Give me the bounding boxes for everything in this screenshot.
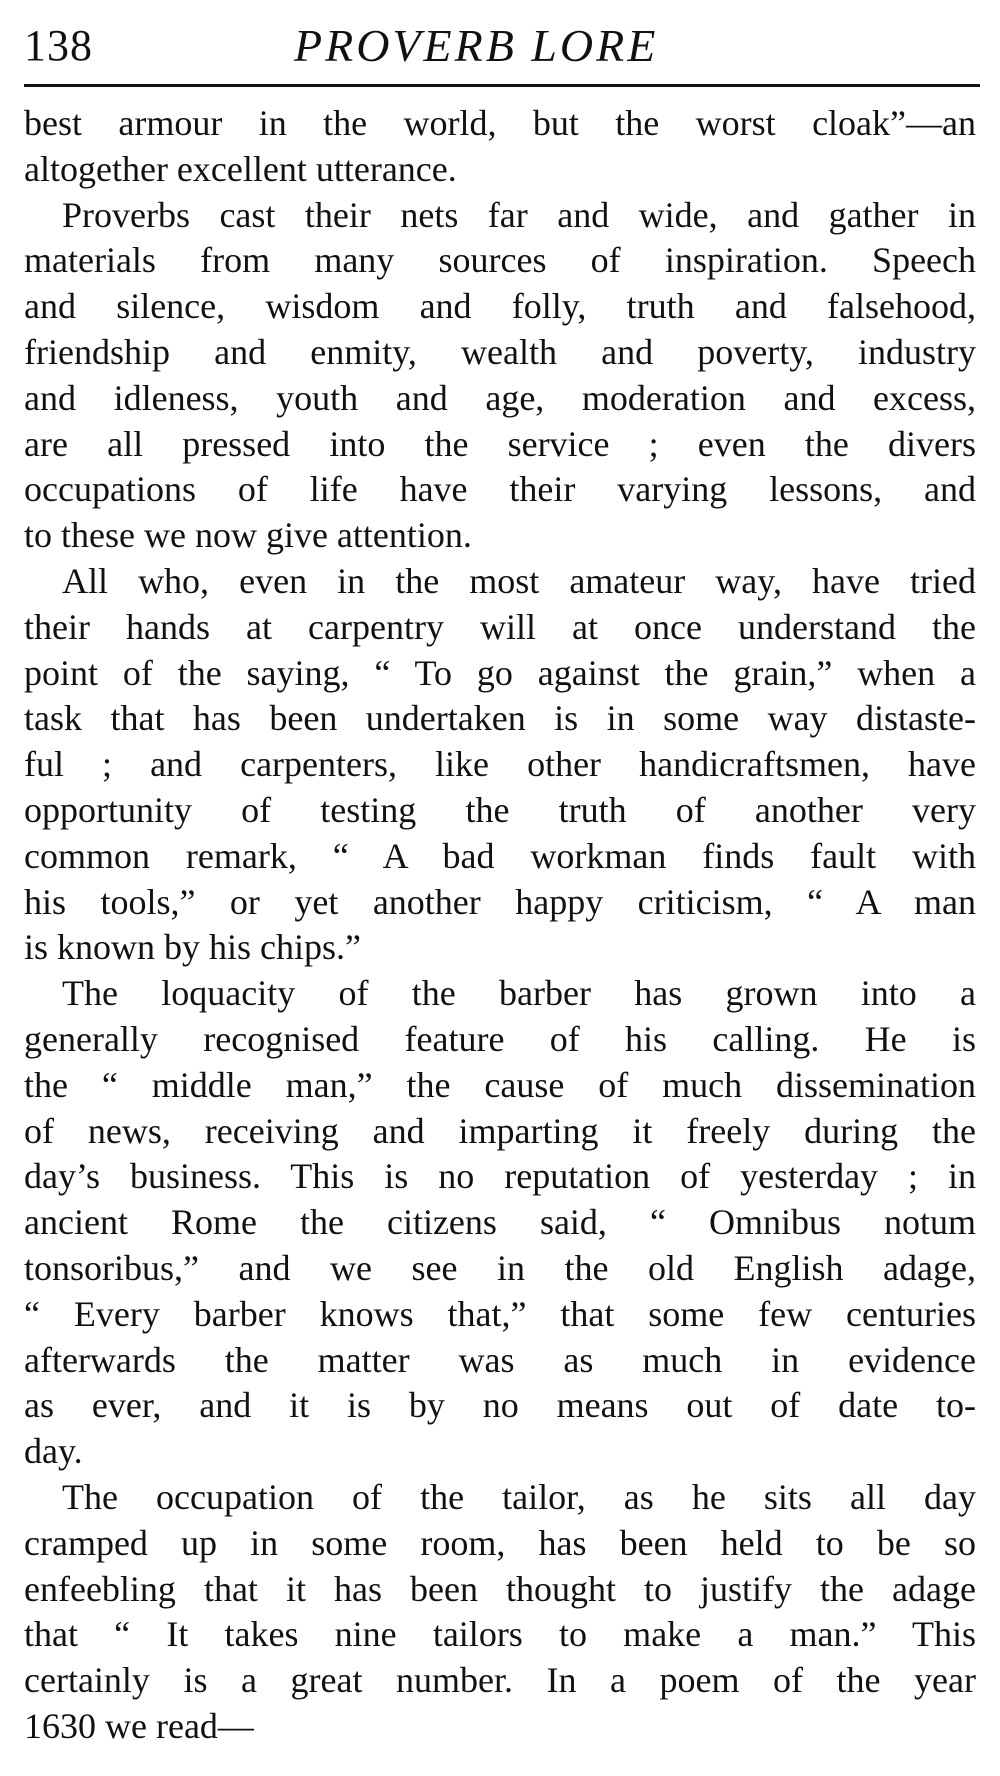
text-line: day’s business. This is no reputation of yesterday ; in bbox=[24, 1156, 976, 1197]
running-title: PROVERB LORE bbox=[294, 20, 659, 71]
text-line: ancient Rome the citizens said, “ Omnibus notum bbox=[24, 1202, 976, 1243]
text-line: and silence, wisdom and folly, truth and falsehood, bbox=[24, 286, 976, 327]
text-line: All who, even in the most amateur way, have tried bbox=[62, 560, 976, 601]
text-line: occupations of life have their varying lessons, and bbox=[24, 469, 976, 510]
text-line: are all pressed into the service ; even the divers bbox=[24, 423, 976, 464]
header-rule bbox=[24, 84, 980, 87]
text-line: and idleness, youth and age, moderation and excess, bbox=[24, 377, 976, 418]
running-head bbox=[24, 14, 980, 78]
text-line: task that has been undertaken is in some way distaste- bbox=[24, 698, 976, 739]
body-text bbox=[24, 100, 976, 1749]
text-line: friendship and enmity, wealth and poverty, industry bbox=[24, 331, 976, 372]
text-line: enfeebling that it has been thought to justify the adage bbox=[24, 1568, 976, 1609]
text-line: materials from many sources of inspiration. Speech bbox=[24, 240, 976, 281]
text-line: his tools,” or yet another happy criticism, “ A man bbox=[24, 881, 976, 922]
text-line: the “ middle man,” the cause of much dissemination bbox=[24, 1064, 976, 1105]
text-line: as ever, and it is by no means out of date to- bbox=[24, 1385, 976, 1426]
text-line: common remark, “ A bad workman finds fault with bbox=[24, 835, 976, 876]
text-line: ful ; and carpenters, like other handicraftsmen, have bbox=[24, 744, 976, 785]
text-line: The loquacity of the barber has grown into a bbox=[62, 973, 976, 1014]
text-line: of news, receiving and imparting it freely during the bbox=[24, 1110, 976, 1151]
text-line: “ Every barber knows that,” that some few centuries bbox=[24, 1293, 976, 1334]
text-line: their hands at carpentry will at once understand the bbox=[24, 606, 976, 647]
text-line: certainly is a great number. In a poem of the year bbox=[24, 1660, 976, 1701]
text-line: to these we now give attention. bbox=[24, 515, 472, 556]
text-line: afterwards the matter was as much in evidence bbox=[24, 1339, 976, 1380]
text-line: 1630 we read— bbox=[24, 1705, 254, 1746]
text-line: altogether excellent utterance. bbox=[24, 148, 457, 189]
text-line: day. bbox=[24, 1431, 83, 1472]
text-line: generally recognised feature of his calling. He is bbox=[24, 1018, 976, 1059]
text-line: that “ It takes nine tailors to make a man.” This bbox=[24, 1614, 976, 1655]
text-line: is known by his chips.” bbox=[24, 927, 361, 968]
text-line: cramped up in some room, has been held to be so bbox=[24, 1522, 976, 1563]
page-number: 138 bbox=[24, 21, 93, 70]
text-line: Proverbs cast their nets far and wide, and gather in bbox=[62, 194, 976, 235]
text-line: The occupation of the tailor, as he sits all day bbox=[62, 1476, 976, 1517]
text-line: point of the saying, “ To go against the grain,” when a bbox=[24, 652, 976, 693]
text-line: opportunity of testing the truth of another very bbox=[24, 789, 976, 830]
text-line: best armour in the world, but the worst cloak”—an bbox=[24, 103, 976, 143]
text-line: tonsoribus,” and we see in the old English adage, bbox=[24, 1247, 976, 1288]
